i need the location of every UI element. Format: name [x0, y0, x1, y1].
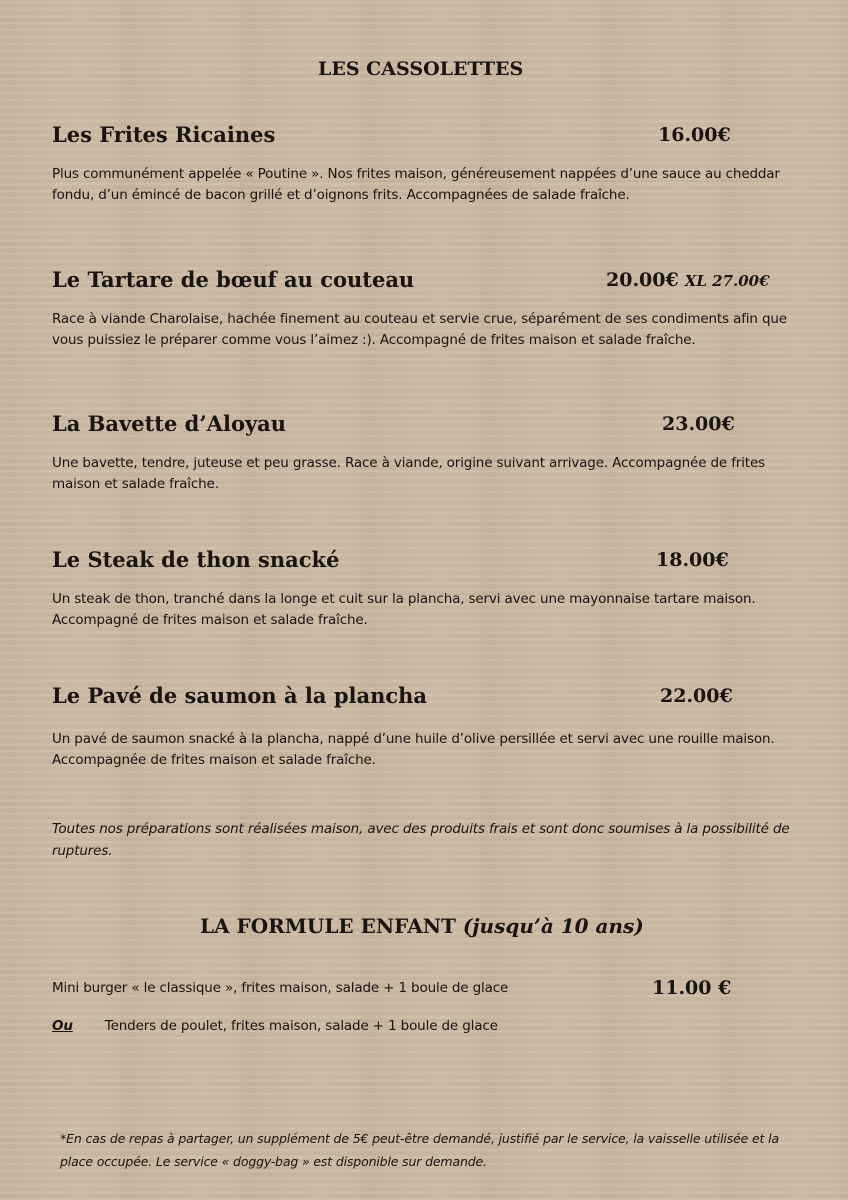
dish-price: 23.00€ — [662, 413, 735, 435]
section-title-cassolettes: LES CASSOLETTES — [318, 58, 524, 80]
kids-price: 11.00 € — [652, 977, 732, 999]
dish-price — [606, 269, 770, 291]
or-label: Ou — [52, 1018, 73, 1034]
dish-price: 16.00€ — [658, 124, 731, 146]
dish-description: Un steak de thon, tranché dans la longe et cuit sur la plancha, servi avec une mayonnaise tartare maison. Accompagné de frites maison et salade fraîche. — [52, 591, 756, 628]
kids-option-1: Mini burger « le classique », frites maison, salade + 1 boule de glace — [52, 980, 509, 996]
dish-name: Les Frites Ricaines — [52, 122, 276, 147]
kids-option-2-row — [52, 1018, 498, 1034]
section-title-formule-enfant — [200, 914, 644, 938]
fresh-products-note: Toutes nos préparations sont réalisées maison, avec des produits frais et sont donc soumises à la possibilité de ruptures. — [52, 821, 790, 859]
dish-name: Le Tartare de bœuf au couteau — [52, 267, 415, 292]
formule-title: LA FORMULE ENFANT — [200, 914, 456, 938]
dish-name: La Bavette d’Aloyau — [52, 411, 287, 436]
dish-name: Le Steak de thon snacké — [52, 547, 340, 572]
dish-name: Le Pavé de saumon à la plancha — [52, 683, 428, 708]
kids-option-2: Tenders de poulet, frites maison, salade + 1 boule de glace — [104, 1018, 498, 1034]
dish-price-regular: 20.00€ — [606, 269, 679, 291]
dish-description: Une bavette, tendre, juteuse et peu grasse. Race à viande, origine suivant arrivage. Accompagnée de frites maison et salade fraîche. — [52, 455, 765, 492]
dish-description: Un pavé de saumon snacké à la plancha, nappé d’une huile d’olive persillée et servi avec une rouille maison. Accompagnée de frites maison et salade fraîche. — [52, 731, 775, 768]
dish-description: Race à viande Charolaise, hachée finement au couteau et servie crue, séparément de ses condiments afin que vous puissiez le préparer comme vous l’aimez :). Accompagné de frites maison et salade fraîche. — [52, 311, 787, 348]
dish-description: Plus communément appelée « Poutine ». Nos frites maison, généreusement nappées d’une sauce au cheddar fondu, d’un émincé de bacon grillé et d’oignons frits. Accompagnées de salade fraîche. — [52, 166, 780, 203]
dish-price: 22.00€ — [660, 685, 733, 707]
footnote: *En cas de repas à partager, un supplément de 5€ peut-être demandé, justifié par le service, la vaisselle utilisée et la place occupée. Le service « doggy-bag » est disponible sur demande. — [60, 1131, 779, 1169]
dish-price: 18.00€ — [656, 549, 729, 571]
formule-age-limit: (jusqu’à 10 ans) — [462, 914, 644, 938]
dish-price-xl: XL 27.00€ — [684, 272, 770, 290]
